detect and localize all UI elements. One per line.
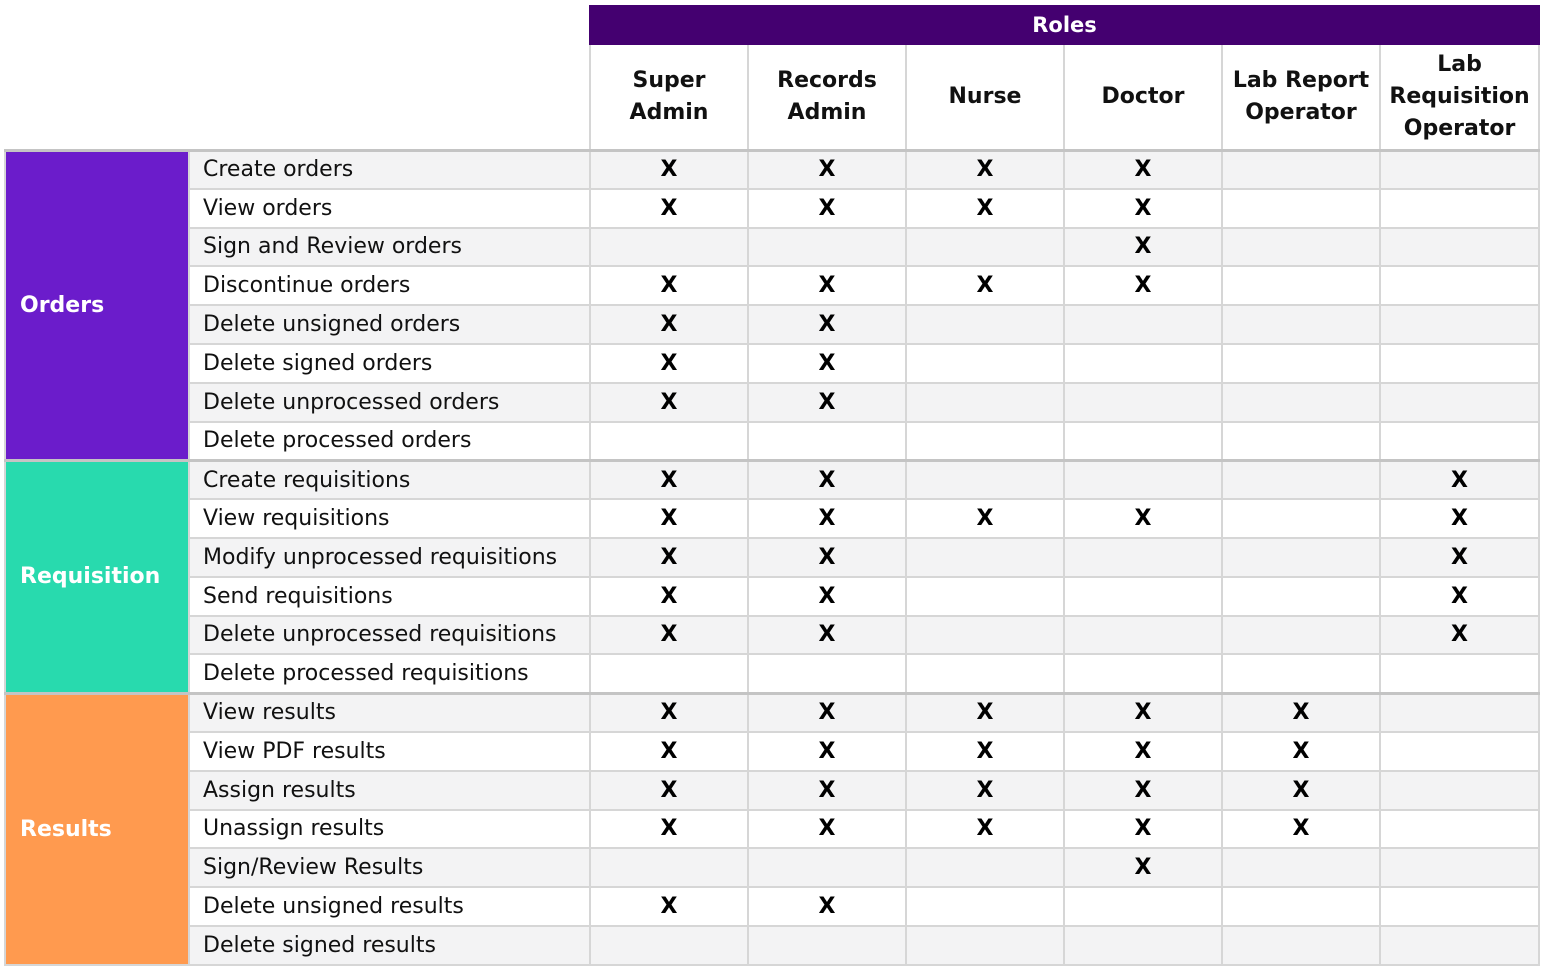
permission-mark: X — [906, 150, 1064, 189]
table-row — [5, 654, 1539, 693]
permission-mark: X — [590, 577, 748, 616]
permission-mark — [906, 228, 1064, 267]
role-header-lab-requisition-operator: Lab Requisition Operator — [1380, 44, 1539, 150]
permission-mark — [1380, 228, 1539, 267]
roles-title: Roles — [590, 6, 1539, 44]
permission-mark: X — [590, 189, 748, 228]
table-row — [5, 499, 1539, 538]
permission-mark: X — [748, 577, 906, 616]
permissions-matrix — [4, 5, 1540, 966]
permission-mark: X — [1064, 266, 1222, 305]
permission-mark: X — [590, 693, 748, 732]
permission-label: Delete processed orders — [189, 422, 590, 461]
permission-mark: X — [748, 189, 906, 228]
permission-mark — [1222, 150, 1380, 189]
table-row — [5, 810, 1539, 849]
permission-mark: X — [748, 383, 906, 422]
permission-mark: X — [590, 150, 748, 189]
permission-mark: X — [748, 732, 906, 771]
permission-mark — [906, 887, 1064, 926]
permission-mark — [1222, 344, 1380, 383]
permission-mark — [1222, 654, 1380, 693]
permission-mark — [748, 848, 906, 887]
permission-mark: X — [590, 810, 748, 849]
permission-mark — [906, 460, 1064, 499]
group-label-orders: Orders — [5, 150, 189, 460]
permission-mark — [1222, 383, 1380, 422]
permission-mark: X — [1380, 499, 1539, 538]
permission-mark: X — [748, 499, 906, 538]
permission-mark — [1222, 926, 1380, 965]
permission-label: Modify unprocessed requisitions — [189, 538, 590, 577]
permission-mark: X — [590, 305, 748, 344]
permission-mark: X — [748, 150, 906, 189]
permission-mark: X — [590, 266, 748, 305]
role-header-nurse: Nurse — [906, 44, 1064, 150]
permission-mark: X — [1064, 810, 1222, 849]
table-row — [5, 422, 1539, 461]
role-header-records-admin: Records Admin — [748, 44, 906, 150]
permission-mark: X — [748, 616, 906, 655]
permission-mark: X — [748, 810, 906, 849]
permission-mark: X — [1064, 732, 1222, 771]
permission-mark — [1222, 616, 1380, 655]
permission-mark — [1380, 150, 1539, 189]
permission-mark — [906, 538, 1064, 577]
permission-mark — [1222, 422, 1380, 461]
table-row — [5, 266, 1539, 305]
permission-mark — [1064, 305, 1222, 344]
permission-mark: X — [906, 499, 1064, 538]
permission-mark — [1380, 810, 1539, 849]
permission-mark: X — [1380, 616, 1539, 655]
permission-mark: X — [906, 693, 1064, 732]
permission-label: Delete signed results — [189, 926, 590, 965]
permission-mark: X — [590, 344, 748, 383]
permission-label: Send requisitions — [189, 577, 590, 616]
permission-mark — [1064, 887, 1222, 926]
permission-mark — [1380, 693, 1539, 732]
role-header-doctor: Doctor — [1064, 44, 1222, 150]
permission-mark: X — [590, 887, 748, 926]
table-row — [5, 383, 1539, 422]
permission-mark — [1380, 848, 1539, 887]
permission-mark — [748, 422, 906, 461]
table-row — [5, 538, 1539, 577]
permission-mark: X — [748, 305, 906, 344]
permission-label: Assign results — [189, 771, 590, 810]
permission-mark: X — [590, 538, 748, 577]
permission-mark — [748, 228, 906, 267]
permission-mark — [1222, 228, 1380, 267]
permission-label: Unassign results — [189, 810, 590, 849]
permission-mark — [1222, 189, 1380, 228]
permission-mark — [906, 577, 1064, 616]
permission-label: Sign/Review Results — [189, 848, 590, 887]
permission-mark: X — [1222, 771, 1380, 810]
permission-mark: X — [748, 266, 906, 305]
group-label-requisition: Requisition — [5, 460, 189, 693]
table-row — [5, 577, 1539, 616]
permission-label: Discontinue orders — [189, 266, 590, 305]
permission-mark — [1380, 732, 1539, 771]
permission-mark: X — [1064, 150, 1222, 189]
permission-mark: X — [906, 771, 1064, 810]
permission-mark: X — [1380, 577, 1539, 616]
permission-mark — [906, 616, 1064, 655]
permission-mark: X — [748, 693, 906, 732]
permission-mark: X — [1064, 771, 1222, 810]
permission-mark: X — [1064, 848, 1222, 887]
permissions-body — [5, 150, 1539, 965]
permission-mark: X — [590, 383, 748, 422]
table-row — [5, 460, 1539, 499]
permission-mark: X — [590, 771, 748, 810]
permission-label: Delete unsigned results — [189, 887, 590, 926]
permission-mark: X — [748, 538, 906, 577]
permission-mark — [906, 383, 1064, 422]
permission-mark — [1380, 926, 1539, 965]
permission-mark: X — [748, 771, 906, 810]
permission-mark — [748, 926, 906, 965]
permission-mark: X — [748, 460, 906, 499]
permission-mark — [1064, 538, 1222, 577]
permission-mark: X — [1064, 189, 1222, 228]
permission-mark: X — [1064, 499, 1222, 538]
permission-mark — [1380, 383, 1539, 422]
permission-label: Delete unprocessed requisitions — [189, 616, 590, 655]
permission-mark — [1064, 926, 1222, 965]
permission-mark — [1222, 577, 1380, 616]
permission-mark — [906, 926, 1064, 965]
permission-label: Delete unprocessed orders — [189, 383, 590, 422]
permission-mark — [590, 654, 748, 693]
permission-mark — [1064, 460, 1222, 499]
permission-mark — [906, 305, 1064, 344]
permission-mark: X — [906, 810, 1064, 849]
permission-mark — [1222, 460, 1380, 499]
permission-mark — [590, 926, 748, 965]
table-row — [5, 228, 1539, 267]
permission-mark — [1380, 887, 1539, 926]
table-row — [5, 344, 1539, 383]
table-row — [5, 305, 1539, 344]
permission-label: Delete processed requisitions — [189, 654, 590, 693]
permission-mark — [748, 654, 906, 693]
permission-mark — [590, 228, 748, 267]
permission-label: Delete unsigned orders — [189, 305, 590, 344]
permission-mark — [1222, 266, 1380, 305]
permission-mark: X — [906, 189, 1064, 228]
table-row — [5, 926, 1539, 965]
permission-label: Create requisitions — [189, 460, 590, 499]
permission-mark: X — [1380, 538, 1539, 577]
permission-mark — [590, 848, 748, 887]
blank-corner — [5, 6, 590, 44]
permission-label: Sign and Review orders — [189, 228, 590, 267]
permission-mark — [1064, 654, 1222, 693]
table-row — [5, 616, 1539, 655]
permission-mark: X — [906, 266, 1064, 305]
permission-mark — [1064, 344, 1222, 383]
role-header-lab-report-operator: Lab Report Operator — [1222, 44, 1380, 150]
permission-mark — [1380, 422, 1539, 461]
permission-mark — [906, 422, 1064, 461]
role-names-row — [5, 44, 1539, 150]
table-row — [5, 189, 1539, 228]
permission-mark: X — [906, 732, 1064, 771]
permission-mark: X — [1064, 228, 1222, 267]
permission-mark: X — [1064, 693, 1222, 732]
permission-label: View PDF results — [189, 732, 590, 771]
permission-label: Create orders — [189, 150, 590, 189]
role-header-super-admin: Super Admin — [590, 44, 748, 150]
permission-mark — [906, 654, 1064, 693]
permission-mark — [906, 344, 1064, 383]
permission-mark — [1064, 383, 1222, 422]
permission-mark: X — [1222, 693, 1380, 732]
table-row — [5, 150, 1539, 189]
permission-mark — [1380, 305, 1539, 344]
permission-mark — [1222, 305, 1380, 344]
group-label-results: Results — [5, 693, 189, 965]
permission-mark — [1380, 771, 1539, 810]
roles-title-row — [5, 6, 1539, 44]
permission-mark — [1380, 344, 1539, 383]
permission-mark — [1064, 577, 1222, 616]
permission-mark — [906, 848, 1064, 887]
permission-mark: X — [590, 460, 748, 499]
permission-mark — [1380, 266, 1539, 305]
permission-mark — [1380, 654, 1539, 693]
permission-mark: X — [748, 887, 906, 926]
permission-label: View orders — [189, 189, 590, 228]
permission-mark — [1222, 848, 1380, 887]
table-row — [5, 887, 1539, 926]
permission-mark — [1222, 887, 1380, 926]
permission-label: View requisitions — [189, 499, 590, 538]
table-row — [5, 693, 1539, 732]
permission-mark — [1222, 538, 1380, 577]
permission-mark — [1380, 189, 1539, 228]
permission-mark: X — [590, 616, 748, 655]
table-row — [5, 771, 1539, 810]
table-row — [5, 732, 1539, 771]
permission-mark — [1222, 499, 1380, 538]
permission-mark: X — [748, 344, 906, 383]
permission-mark — [590, 422, 748, 461]
permission-mark: X — [1380, 460, 1539, 499]
table-row — [5, 848, 1539, 887]
permission-label: Delete signed orders — [189, 344, 590, 383]
permission-mark: X — [1222, 810, 1380, 849]
permission-label: View results — [189, 693, 590, 732]
blank-corner-lower — [5, 44, 590, 150]
permission-mark — [1064, 616, 1222, 655]
permission-mark: X — [590, 732, 748, 771]
permission-mark: X — [1222, 732, 1380, 771]
permission-mark — [1064, 422, 1222, 461]
permission-mark: X — [590, 499, 748, 538]
